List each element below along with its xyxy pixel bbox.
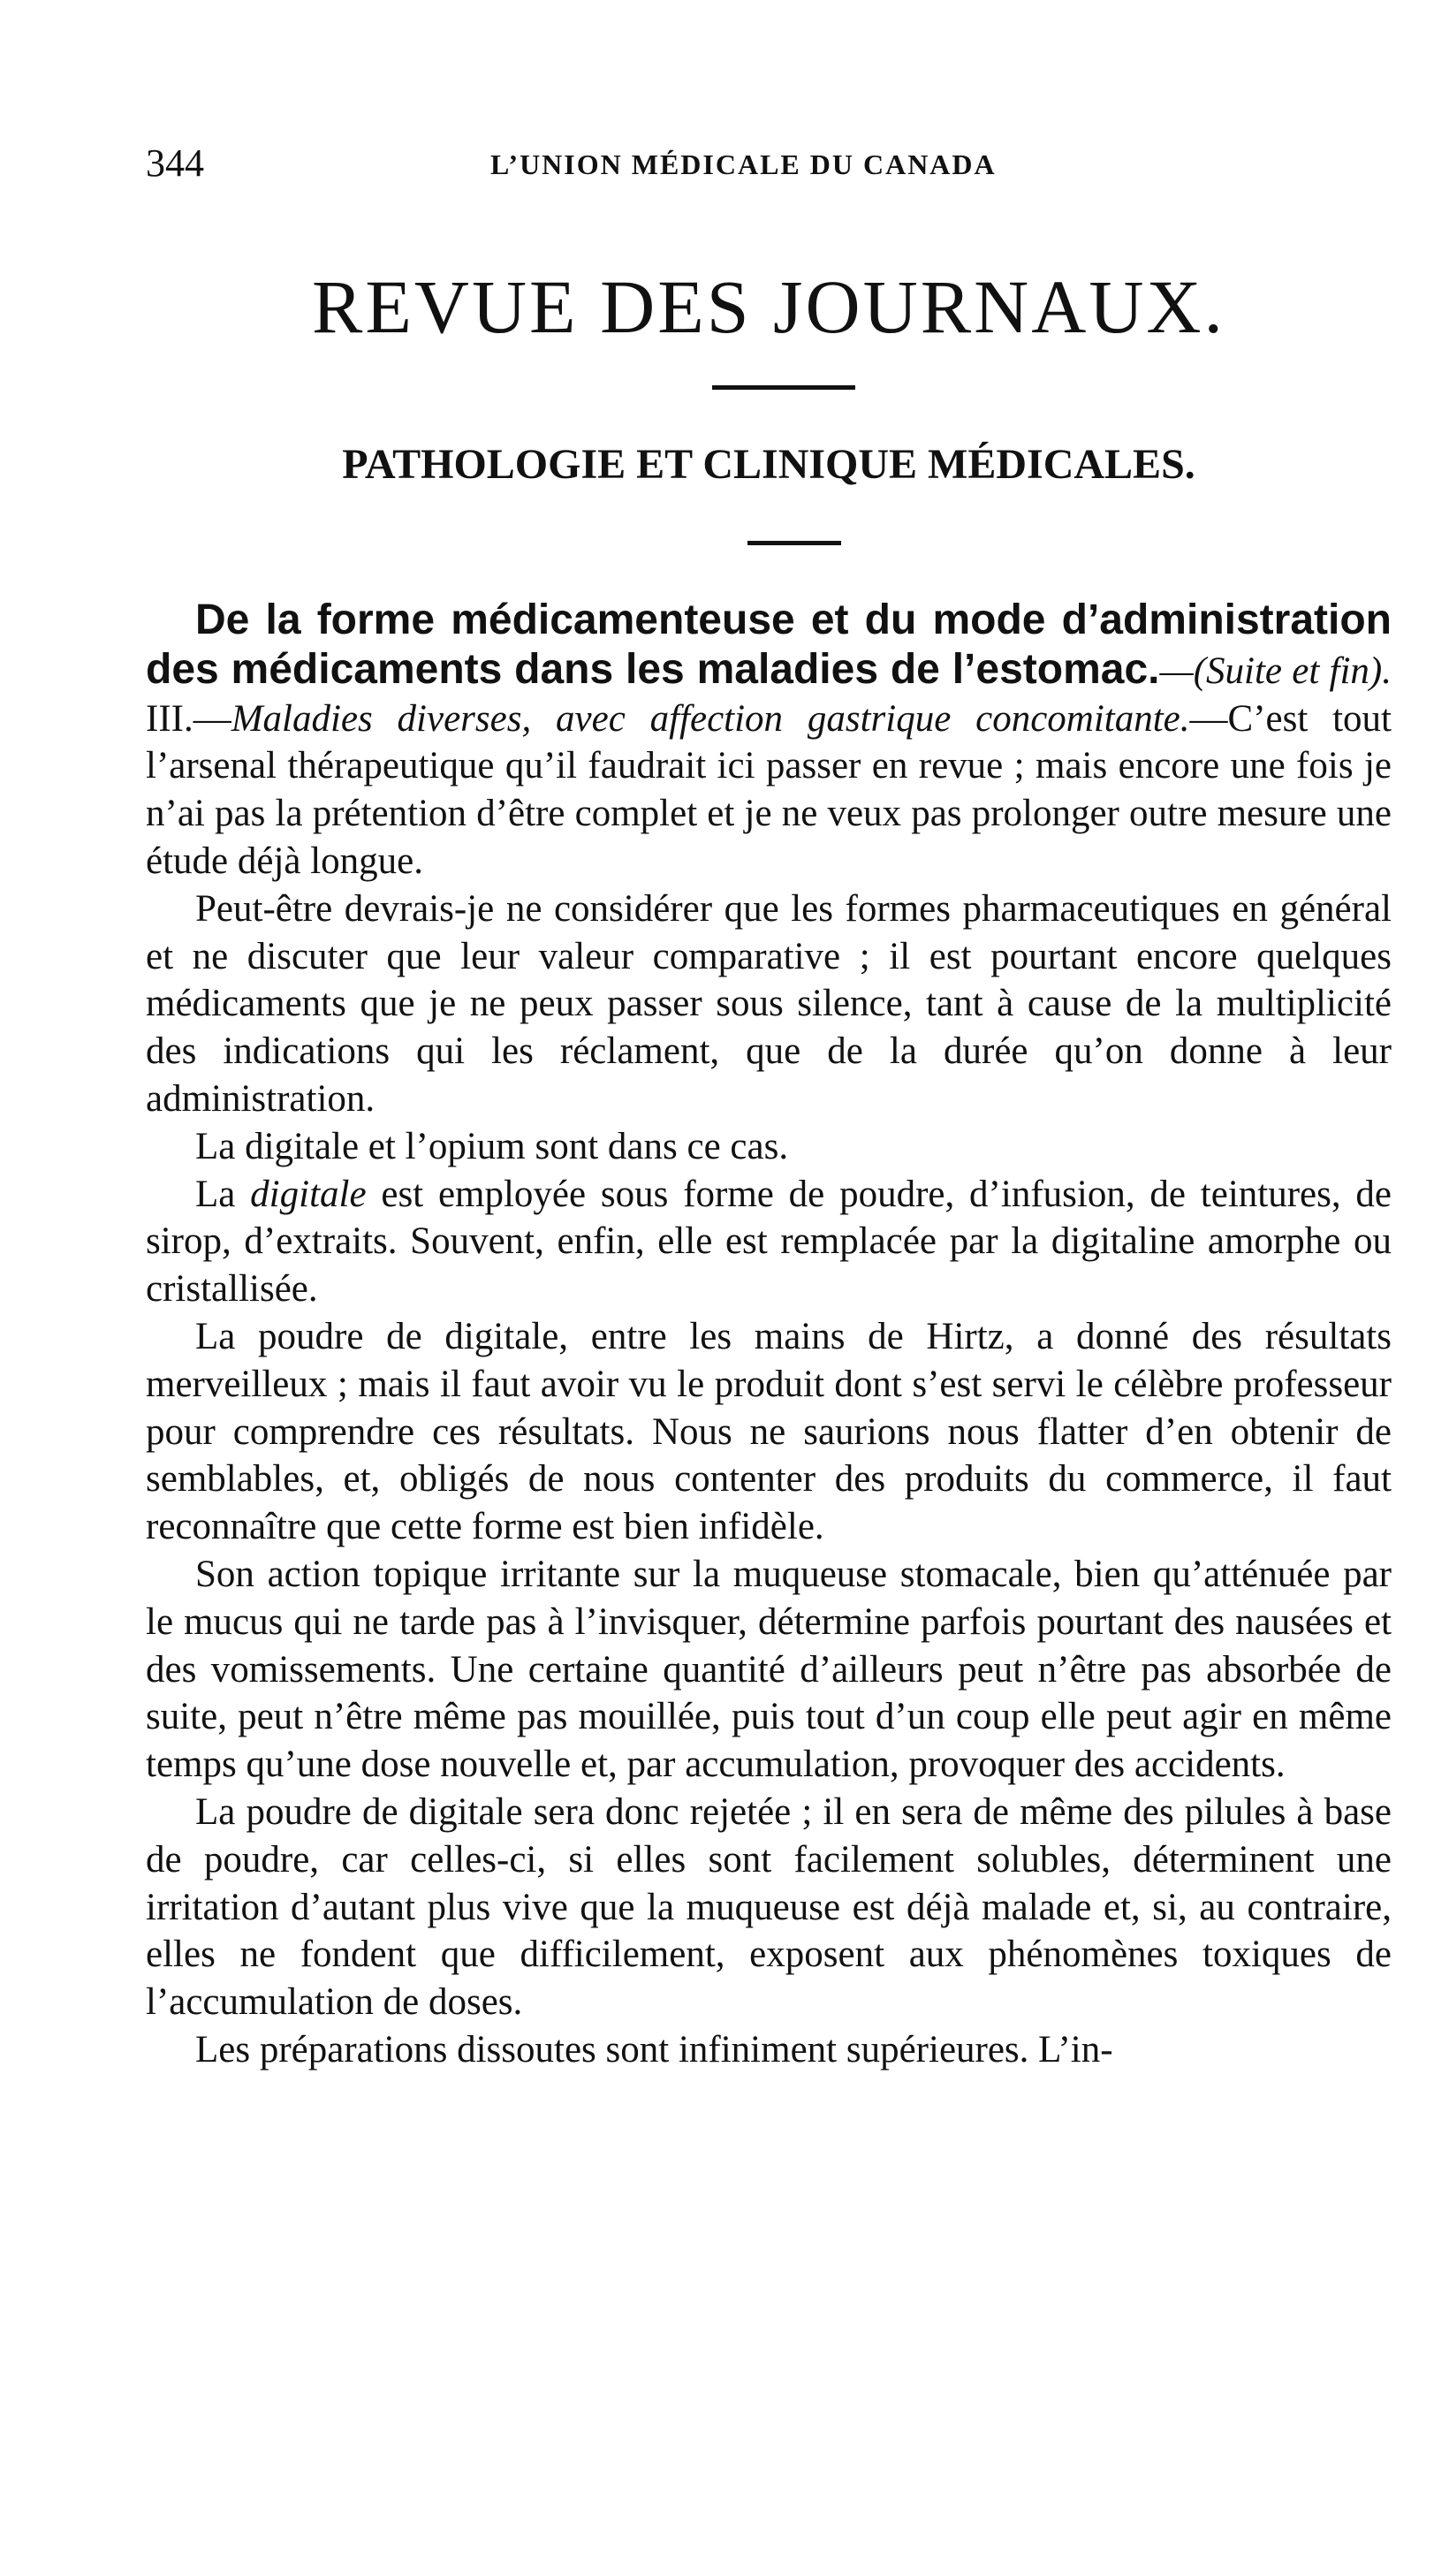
paragraph: La digitale et l’opium sont dans ce cas. [195, 1125, 789, 1167]
paragraph: Les préparations dissoutes sont infiniment supérieures. L’in- [195, 2028, 1113, 2071]
paragraph: La poudre de digitale, entre les mains de Hirtz, a donné des résultats merveilleux ; mais il faut avoir vu le produit dont s’est servi le célèbre professeur pour comprendre ces résultats. Nous ne saurions nous flatter d’en obtenir de semblables, et, obligés de nous contenter des produits du commerce, il faut reconnaître que cette forme est bien infidèle. [146, 1315, 1392, 1548]
paragraph-text: est employée sous forme de poudre, d’infusion, de teintures, de sirop, d’extraits. Souvent, enfin, elle est remplacée par la digitaline amorphe ou cristallisée. [146, 1173, 1392, 1311]
part-title: Maladies diverses, avec affection gastrique concomitante. [231, 697, 1190, 740]
divider-rule [747, 541, 841, 545]
section-title: REVUE DES JOURNAUX. [311, 264, 1226, 349]
article-continuation: —(Suite et fin). [1159, 650, 1392, 692]
subsection-title: PATHOLOGIE ET CLINIQUE MÉDICALES. [342, 441, 1195, 488]
paragraph-text: La [195, 1173, 251, 1215]
article-body [146, 597, 1392, 2074]
part-number: III.— [146, 697, 231, 740]
paragraph-text: —C’est tout l’arsenal thérapeutique qu’il faudrait ici passer en revue ; mais encore une fois je n’ai pas la prétention d’être complet et je ne veux pas prolonger outre mesure une étude déjà longue. [146, 697, 1392, 882]
paragraph: La poudre de digitale sera donc rejetée ; il en sera de même des pilules à base de poudre, car celles-ci, si elles sont facilement solubles, déterminent une irritation d’autant plus vive que la muqueuse est déjà malade et, si, au contraire, elles ne fondent que difficilement, exposent aux phénomènes toxiques de l’accumulation de doses. [146, 1790, 1392, 2024]
page-number: 344 [146, 141, 204, 185]
paragraph: Son action topique irritante sur la muqueuse stomacale, bien qu’atténuée par le mucus qui ne tarde pas à l’invisquer, détermine parfois pourtant des nausées et des vomissements. Une certaine quantité d’ailleurs peut n’être pas absorbée de suite, peut n’être même pas mouillée, puis tout d’un coup elle peut agir en même temps qu’une dose nouvelle et, par accumulation, provoquer des accidents. [146, 1553, 1392, 1786]
divider-rule [712, 385, 855, 390]
paragraph [146, 1171, 1392, 1313]
paragraph [146, 597, 1392, 885]
journal-name: L’UNION MÉDICALE DU CANADA [490, 148, 997, 180]
article-title: De la forme médicamenteuse et du mode d’administration des médicaments dans les maladies de l’estomac. [146, 597, 1392, 693]
emphasis-text: digitale [250, 1173, 367, 1215]
running-head [146, 141, 1392, 186]
paragraph: Peut-être devrais-je ne considérer que les formes pharmaceutiques en général et ne discuter que leur valeur comparative ; il est pourtant encore quelques médicaments que je ne peux passer sous silence, tant à cause de la multiplicité des indications qui les réclament, que de la durée qu’on donne à leur administration. [146, 887, 1392, 1120]
